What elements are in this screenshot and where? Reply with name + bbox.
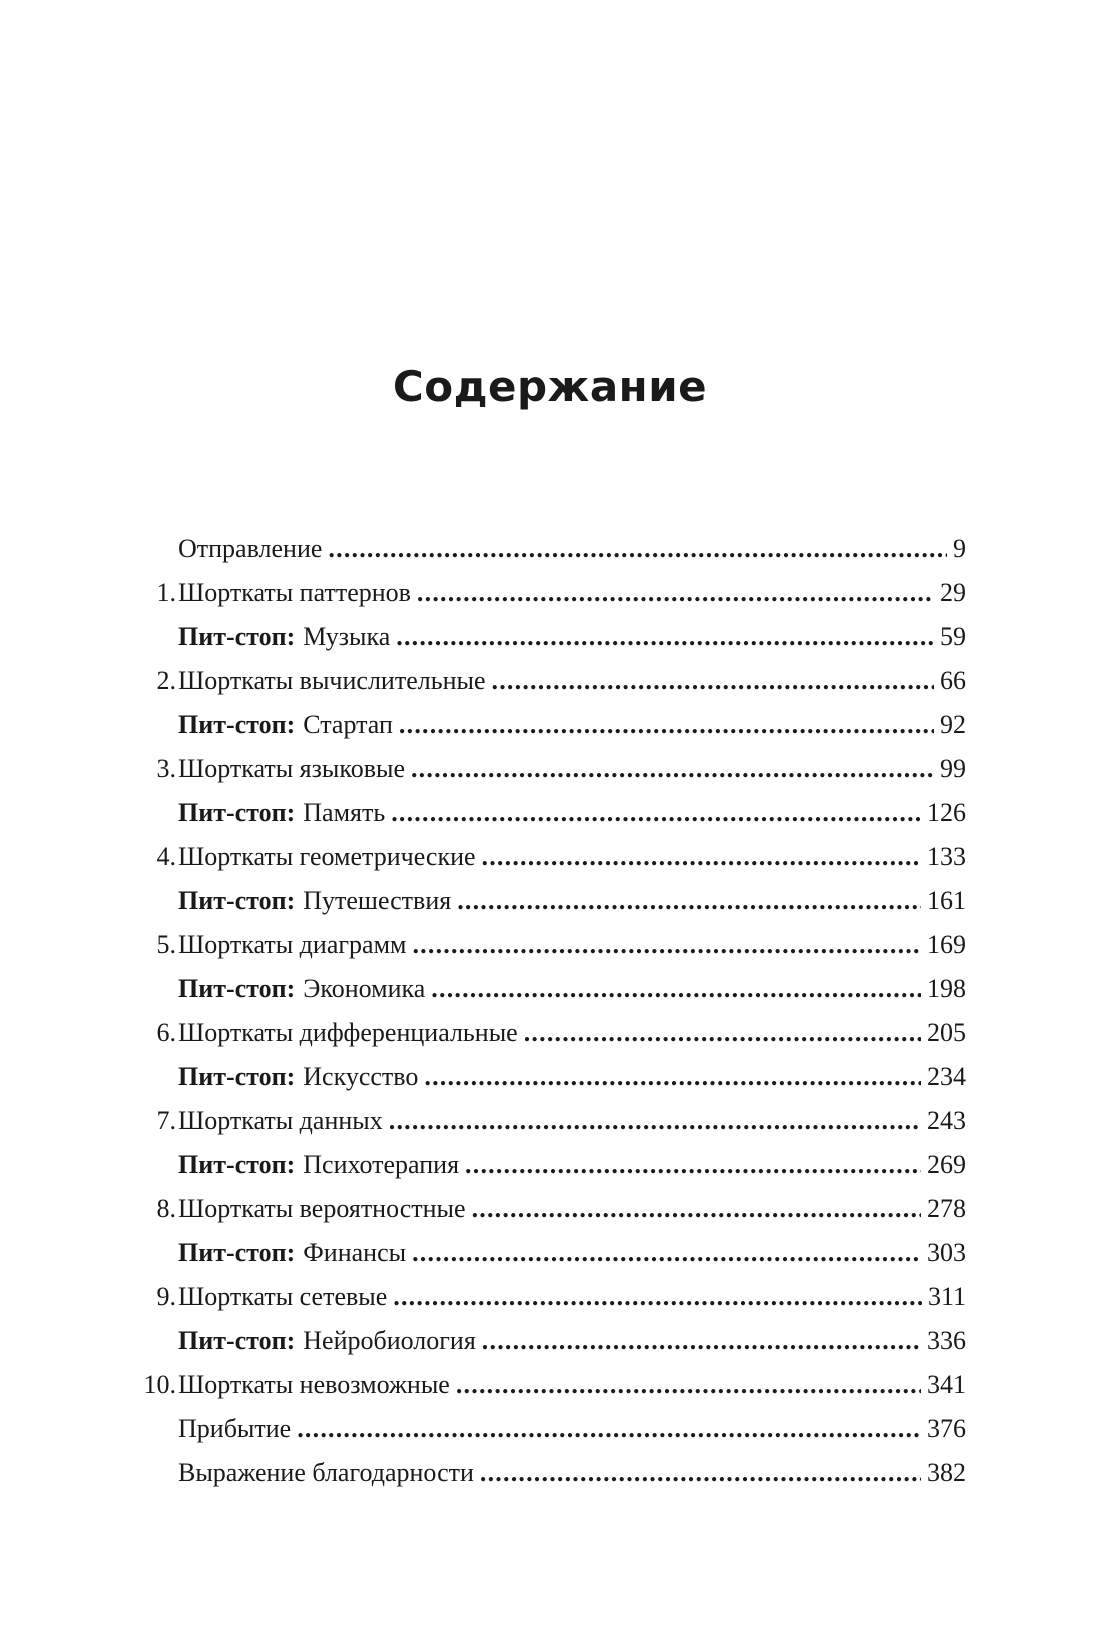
entry-title <box>178 615 390 659</box>
toc-entry <box>124 967 966 1011</box>
entry-number: 4. <box>156 842 176 871</box>
entry-label-text: Путешествия <box>303 886 452 915</box>
entry-number: 1. <box>156 578 176 607</box>
entry-page-number: 9 <box>953 534 966 563</box>
entry-title <box>178 1407 291 1451</box>
entry-title <box>178 1275 387 1319</box>
entry-number: 6. <box>156 1018 176 1047</box>
entry-page-number: 269 <box>927 1150 966 1179</box>
entry-title <box>178 1011 518 1055</box>
toc-title: Содержание <box>392 362 708 411</box>
entry-page-number: 234 <box>927 1062 966 1091</box>
entry-label-text: Шорткаты геометрические <box>178 842 476 871</box>
entry-prefix: Пит-стоп: <box>178 1062 296 1091</box>
entry-page-number: 59 <box>940 622 966 651</box>
entry-page-number: 278 <box>927 1194 966 1223</box>
entry-prefix: Пит-стоп: <box>178 622 296 651</box>
dot-leader <box>457 879 921 923</box>
toc-entry <box>124 1231 966 1275</box>
toc-entry <box>124 923 966 967</box>
dot-leader <box>411 747 934 791</box>
entry-label-text: Нейробиология <box>303 1326 476 1355</box>
toc-entry <box>124 1275 966 1319</box>
entry-page-number: 29 <box>940 578 966 607</box>
entry-prefix: Пит-стоп: <box>178 886 296 915</box>
toc-entry <box>124 1055 966 1099</box>
entry-label-text: Шорткаты невозможные <box>178 1370 450 1399</box>
entry-number: 8. <box>156 1194 176 1223</box>
entry-title <box>178 527 322 571</box>
entry-label-text: Шорткаты вычислительные <box>178 666 486 695</box>
dot-leader <box>297 1407 921 1451</box>
entry-number: 9. <box>156 1282 176 1311</box>
dot-leader <box>492 659 934 703</box>
dot-leader <box>389 1099 921 1143</box>
entry-label-text: Искусство <box>303 1062 419 1091</box>
dot-leader <box>472 1187 921 1231</box>
entry-label-text: Отправление <box>178 534 323 563</box>
entry-title <box>178 1363 450 1407</box>
entry-title <box>178 879 451 923</box>
toc-entry <box>124 747 966 791</box>
entry-page-number: 382 <box>927 1458 966 1487</box>
entry-page-number: 92 <box>940 710 966 739</box>
dot-leader <box>399 703 934 747</box>
entry-label-text: Выражение благодарности <box>178 1458 474 1487</box>
entry-number: 5. <box>156 930 176 959</box>
entry-label-text: Финансы <box>303 1238 407 1267</box>
toc-entry <box>124 1143 966 1187</box>
entry-title <box>178 1143 459 1187</box>
dot-leader <box>482 1319 921 1363</box>
toc-entry <box>124 1011 966 1055</box>
dot-leader <box>480 1451 921 1495</box>
dot-leader <box>424 1055 921 1099</box>
entry-title <box>178 967 425 1011</box>
dot-leader <box>465 1143 921 1187</box>
entry-page-number: 99 <box>940 754 966 783</box>
entry-title <box>178 835 476 879</box>
toc-entry <box>124 527 966 571</box>
entry-page-number: 376 <box>927 1414 966 1443</box>
entry-prefix: Пит-стоп: <box>178 710 296 739</box>
toc-entry <box>124 1187 966 1231</box>
entry-page-number: 169 <box>927 930 966 959</box>
entry-prefix: Пит-стоп: <box>178 974 296 1003</box>
toc-entry <box>124 571 966 615</box>
toc-entry <box>124 1363 966 1407</box>
toc-entry <box>124 791 966 835</box>
entry-label-text: Шорткаты данных <box>178 1106 383 1135</box>
entry-prefix: Пит-стоп: <box>178 1326 296 1355</box>
entry-title <box>178 1451 474 1495</box>
dot-leader <box>482 835 921 879</box>
entry-title <box>178 571 411 615</box>
entry-title <box>178 1231 406 1275</box>
toc-entry <box>124 1407 966 1451</box>
dot-leader <box>391 791 921 835</box>
dot-leader <box>431 967 921 1011</box>
dot-leader <box>412 1231 921 1275</box>
entry-title <box>178 703 393 747</box>
entry-page-number: 303 <box>927 1238 966 1267</box>
entry-label-text: Шорткаты языковые <box>178 754 405 783</box>
entry-page-number: 243 <box>927 1106 966 1135</box>
entry-label-text: Психотерапия <box>303 1150 460 1179</box>
entry-prefix: Пит-стоп: <box>178 1238 296 1267</box>
entry-label-text: Шорткаты диаграмм <box>178 930 407 959</box>
toc-entry <box>124 879 966 923</box>
entry-title <box>178 659 486 703</box>
entry-label-text: Прибытие <box>178 1414 292 1443</box>
dot-leader <box>456 1363 921 1407</box>
entry-title <box>178 1099 383 1143</box>
entry-label-text: Шорткаты вероятностные <box>178 1194 466 1223</box>
entry-prefix: Пит-стоп: <box>178 1150 296 1179</box>
dot-leader <box>393 1275 922 1319</box>
dot-leader <box>524 1011 921 1055</box>
entry-title <box>178 1055 418 1099</box>
toc-entry <box>124 1319 966 1363</box>
entry-prefix: Пит-стоп: <box>178 798 296 827</box>
entry-page-number: 311 <box>927 1282 966 1311</box>
entry-page-number: 341 <box>927 1370 966 1399</box>
toc-entry <box>124 1099 966 1143</box>
toc-list <box>124 527 966 1495</box>
entry-page-number: 205 <box>927 1018 966 1047</box>
toc-entry <box>124 835 966 879</box>
entry-label-text: Шорткаты паттернов <box>178 578 411 607</box>
entry-label-text: Шорткаты сетевые <box>178 1282 388 1311</box>
dot-leader <box>417 571 934 615</box>
dot-leader <box>328 527 947 571</box>
entry-title <box>178 923 406 967</box>
entry-label-text: Шорткаты дифференциальные <box>178 1018 518 1047</box>
entry-title <box>178 1187 466 1231</box>
toc-entry <box>124 703 966 747</box>
dot-leader <box>412 923 921 967</box>
toc-entry <box>124 1451 966 1495</box>
entry-page-number: 336 <box>927 1326 966 1355</box>
entry-label-text: Стартап <box>303 710 393 739</box>
dot-leader <box>396 615 934 659</box>
entry-title <box>178 791 385 835</box>
entry-title <box>178 1319 476 1363</box>
entry-page-number: 198 <box>927 974 966 1003</box>
toc-entry <box>124 615 966 659</box>
entry-title <box>178 747 405 791</box>
entry-number: 3. <box>156 754 176 783</box>
entry-page-number: 133 <box>927 842 966 871</box>
entry-page-number: 161 <box>927 886 966 915</box>
entry-number: 7. <box>156 1106 176 1135</box>
entry-page-number: 126 <box>927 798 966 827</box>
entry-label-text: Экономика <box>303 974 426 1003</box>
entry-label-text: Память <box>303 798 386 827</box>
entry-label-text: Музыка <box>303 622 391 651</box>
entry-page-number: 66 <box>940 666 966 695</box>
entry-number: 2. <box>156 666 176 695</box>
entry-number: 10. <box>143 1370 176 1399</box>
toc-entry <box>124 659 966 703</box>
